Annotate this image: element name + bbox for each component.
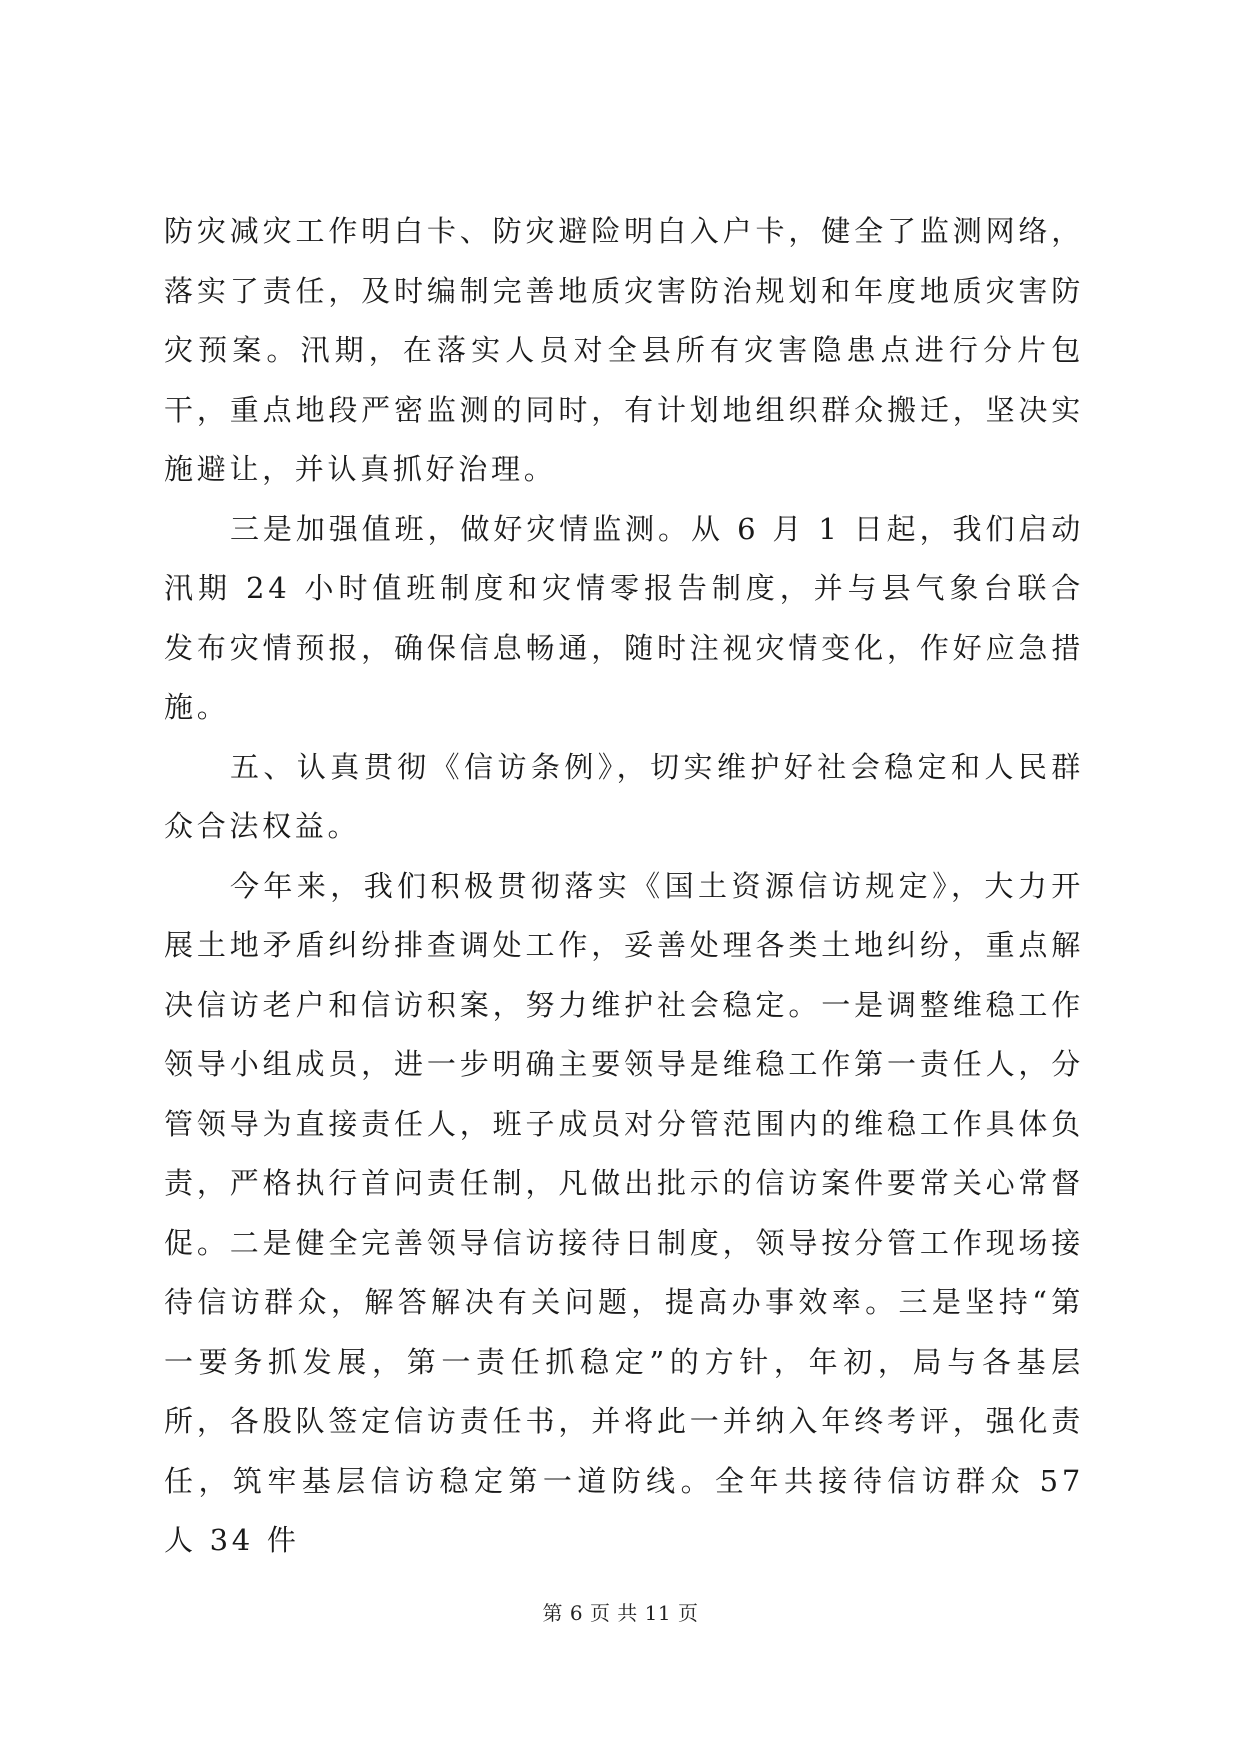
- paragraph-4: 今年来，我们积极贯彻落实《国土资源信访规定》，大力开展土地矛盾纠纷排查调处工作，妥善处理各类土地纠纷，重点解决信访老户和信访积案，努力维护社会稳定。一是调整维稳工作领导小组成员，进一步明确主要领导是维稳工作第一责任人，分管领导为直接责任人，班子成员对分管范围内的维稳工作具体负责，严格执行首问责任制，凡做出批示的信访案件要常关心常督促。二是健全完善领导信访接待日制度，领导按分管工作现场接待信访群众，解答解决有关问题，提高办事效率。三是坚持“第一要务抓发展，第一责任抓稳定”的方针，年初，局与各基层所，各股队签定信访责任书，并将此一并纳入年终考评，强化责任，筑牢基层信访稳定第一道防线。全年共接待信访群众 57 人 34 件: [164, 868, 1084, 1557]
- section-heading-5: 五、认真贯彻《信访条例》，切实维护好社会稳定和人民群众合法权益。: [164, 749, 1084, 843]
- paragraph-2: 三是加强值班，做好灾情监测。从 6 月 1 日起，我们启动汛期 24 小时值班制度和灾情零报告制度，并与县气象台联合发布灾情预报，确保信息畅通，随时注视灾情变化，作好应急措施。: [164, 511, 1084, 724]
- paragraph-1: 防灾减灾工作明白卡、防灾避险明白入户卡，健全了监测网络，落实了责任，及时编制完善地质灾害防治规划和年度地质灾害防灾预案。汛期，在落实人员对全县所有灾害隐患点进行分片包干，重点地段严密监测的同时，有计划地组织群众搬迁，坚决实施避让，并认真抓好治理。: [164, 214, 1084, 486]
- page-number-footer: 第 6 页 共 11 页: [542, 1601, 699, 1625]
- document-body: [164, 202, 1084, 1571]
